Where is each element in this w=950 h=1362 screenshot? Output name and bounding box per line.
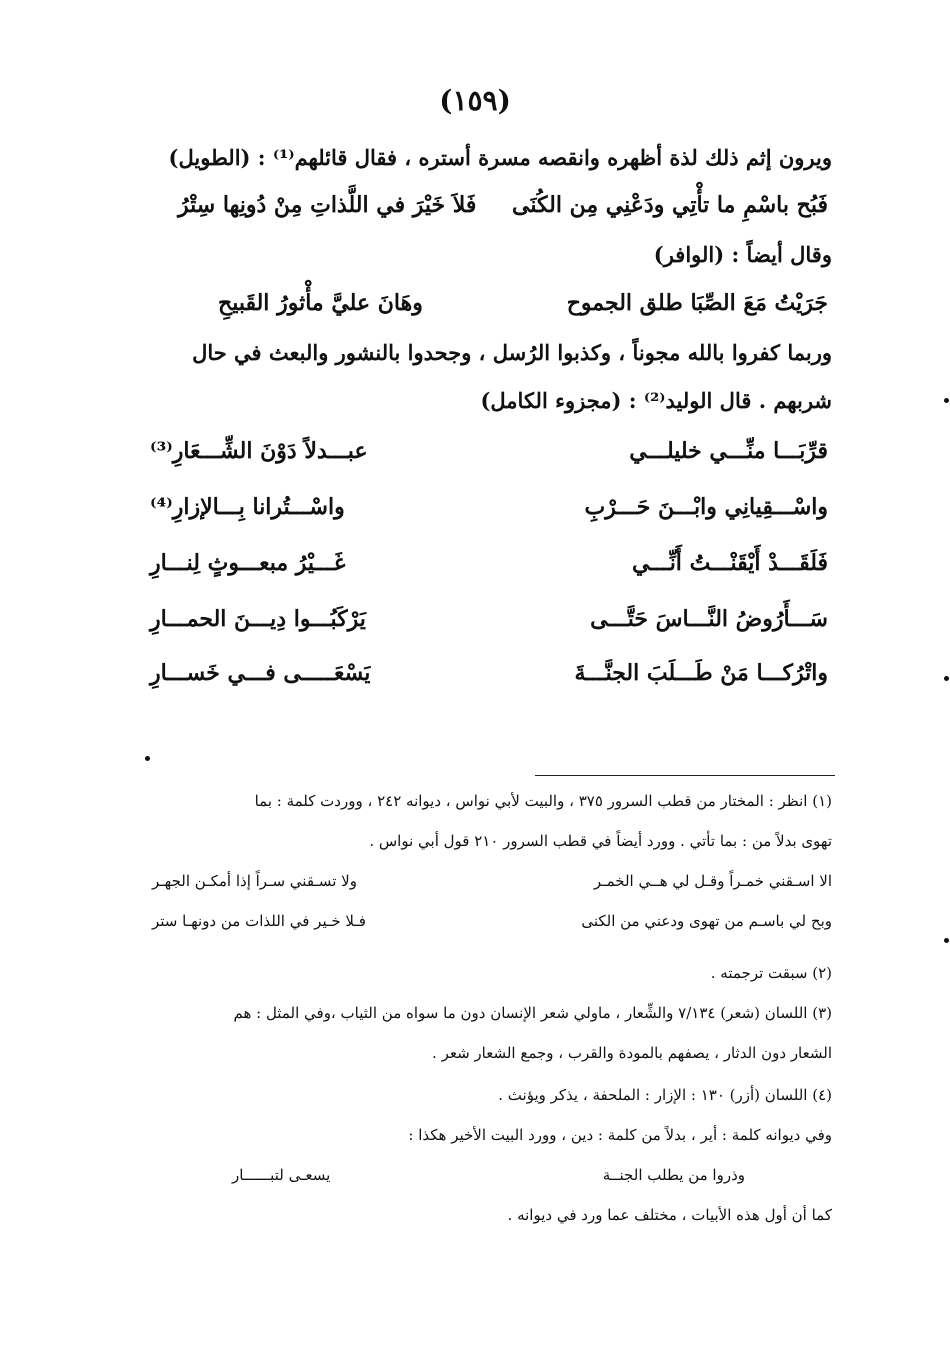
poem-line-3-second: غَـــيْرُ مبعـــوثٍ لِنـــارِ [150, 550, 346, 576]
footnote-4-line-2: وفي ديوانه كلمة : أير ، بدلاً من كلمة : دين ، وورد البيت الأخير هكذا : [408, 1126, 832, 1144]
footnote-4-verse-second: يسعـى لتبــــــار [232, 1166, 331, 1184]
verse1-second-hemistich: فَلاَ خَيْرَ في اللَّذاتِ مِنْ دُونِها سِتْرُ [178, 192, 477, 218]
poem-line-4-first: سَـــأَرُوضُ النَّـــاسَ حَتَّـــى [590, 606, 828, 632]
stray-mark [145, 756, 150, 761]
footnote-4-verse-first: وذروا من يطلب الجنــة [602, 1166, 745, 1184]
poem-line-5-first: واتْرُكـــا مَنْ طَـــلَبَ الجنَّـــةَ [574, 660, 828, 686]
footnote-1-line-2: تهوى بدلاً من : بما تأتي . وورد أيضاً في قطب السرور ٢١٠ قول أبي نواس . [369, 832, 832, 850]
intro-line: ويرون إثم ذلك لذة أظهره وانقصه مسرة أستره ، فقال قائلهم⁽¹⁾ : (الطويل) [168, 145, 832, 170]
margin-mark [944, 938, 949, 943]
footnote-4-line-1: (٤) اللسان (أزر) ١٣٠ : الإزار : الملحفة ، يذكر ويؤنث . [498, 1086, 832, 1104]
poem-line-2-first: واسْـــقِيانِي وابْـــنَ حَـــرْبِ [584, 494, 828, 520]
footnote-separator [535, 775, 835, 776]
footnote-1-verse1-second: ولا تسـقني سـراً إذا أمكـن الجهـر [152, 872, 357, 890]
margin-mark [944, 398, 949, 403]
footnote-4-line-3: كما أن أول هذه الأبيات ، مختلف عما ورد في ديوانه . [507, 1206, 832, 1224]
footnote-2: (٢) سبقت ترجمته . [710, 964, 832, 982]
poem-line-5-second: يَسْعَـــــى فـــي خَســـارِ [150, 660, 371, 686]
footnote-1-verse2-first: وبح لي باسـم من تهوى ودعني من الكنى [581, 912, 832, 930]
footnote-1-verse2-second: فـلا خـير في اللذات من دونهـا ستر [152, 912, 366, 930]
poem-line-1-first: قرِّبَـــا منِّـــي خليلـــي [629, 438, 828, 464]
page-number: (١٥٩) [439, 84, 511, 117]
margin-mark [944, 676, 949, 681]
prose-line-2: شربهم . قال الوليد⁽²⁾ : (مجزوء الكامل) [480, 388, 832, 413]
footnote-3-line-2: الشعار دون الدثار ، يصفهم بالمودة والقرب ، وجمع الشعار شعر . [432, 1044, 832, 1062]
verse1-first-hemistich: فَبُح باسْمِ ما تأْتِي ودَعْنِي مِن الكُنَى [512, 192, 828, 218]
poem-line-4-second: يَرْكَبُـــوا دِيـــنَ الحمـــارِ [150, 606, 366, 632]
verse2-first-hemistich: جَرَيْتُ مَعَ الصِّبَا طلق الجموح [566, 290, 828, 316]
footnote-1-line-1: (١) انظر : المختار من قطب السرور ٣٧٥ ، والبيت لأبي نواس ، ديوانه ٢٤٢ ، ووردت كلمة : بما [254, 792, 832, 810]
poem-line-1-second: عبـــدلاً دَوْنَ الشِّـــعَارِ⁽³⁾ [150, 438, 368, 464]
footnote-3-line-1: (٣) اللسان (شعر) ٧/١٣٤ والشِّعار ، ماولي شعر الإنسان دون ما سواه من الثياب ،وفي المثل : هم [233, 1004, 832, 1022]
verse2-second-hemistich: وهَانَ عليَّ مأْثورُ القَبيحِ [218, 290, 423, 316]
poem-line-3-first: فَلَقَـــدْ أَيْقَنْـــتُ أَنِّـــي [632, 550, 828, 576]
footnote-1-verse1-first: الا اسـقني خمـراً وقـل لي هــي الخمـر [593, 872, 832, 890]
meter-line-wafir: وقال أيضاً : (الوافر) [653, 242, 832, 267]
poem-line-2-second: واسْـــتُرانا بِـــالإزارِ⁽⁴⁾ [150, 494, 345, 520]
prose-line: وربما كفروا بالله مجوناً ، وكذبوا الرُسل ، وجحدوا بالنشور والبعث في حال [192, 340, 832, 365]
